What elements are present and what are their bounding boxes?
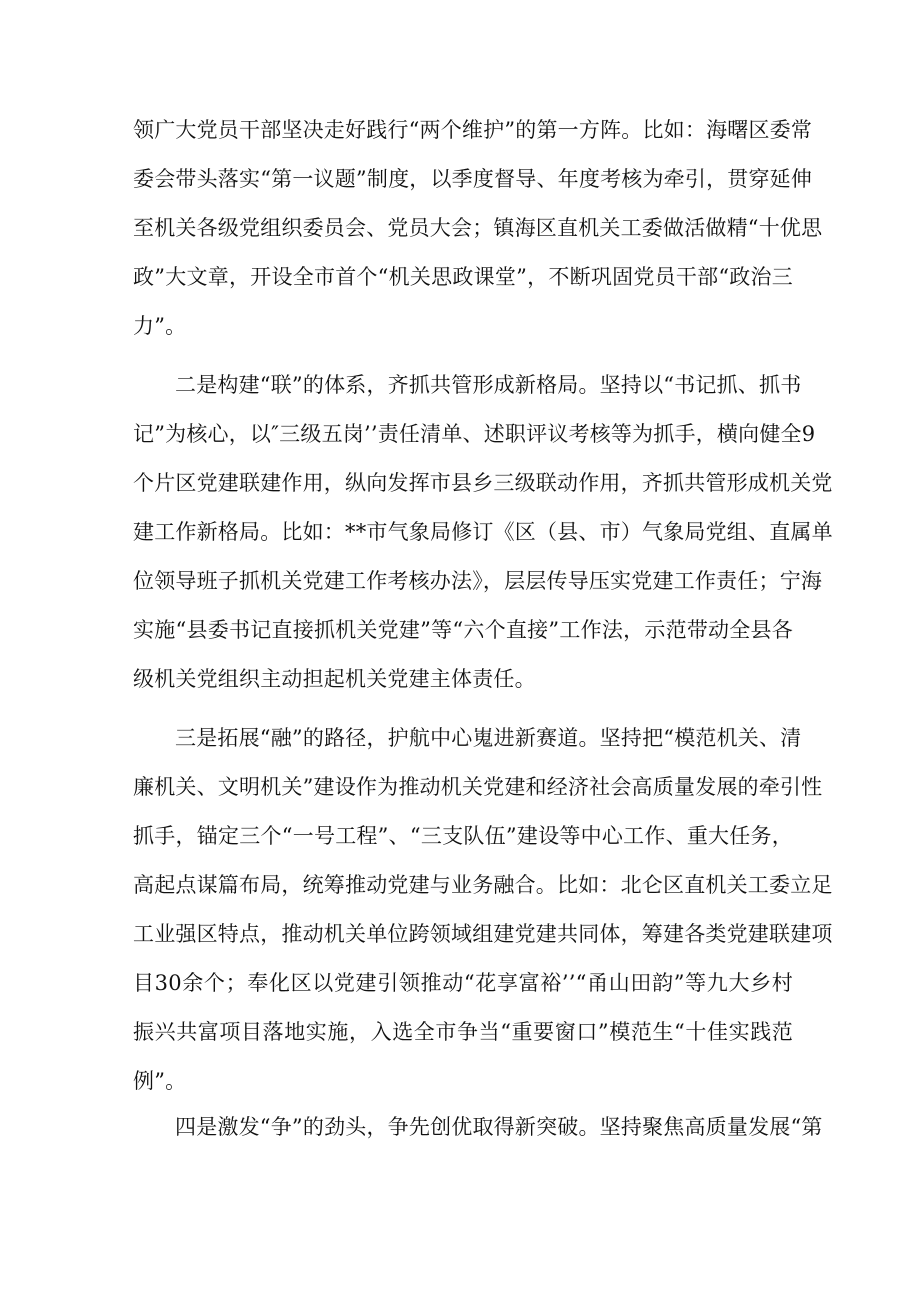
paragraph-line: 位领导班子抓机关党建工作考核办法》，层层传导压实党建工作责任；宁海 xyxy=(133,569,823,593)
paragraph-line: 二是构建“联”的体系，齐抓共管形成新格局。坚持以“书记抓、抓书 xyxy=(175,373,802,397)
paragraph-1 xyxy=(133,106,823,351)
paragraph-2 xyxy=(133,361,833,704)
paragraph-line: 高起点谋篇布局，统筹推动党建与业务融合。比如：北仑区直机关工委立足 xyxy=(133,873,833,897)
paragraph-line: 记”为核心，以″三级五岗’’责任清单、述职评议考核等为抓手，横向健全9 xyxy=(133,422,816,446)
paragraph-line: 级机关党组织主动担起机关党建主体责任。 xyxy=(133,667,536,691)
paragraph-4 xyxy=(133,1103,823,1152)
paragraph-line: 委会带头落实“第一议题”制度，以季度督导、年度考核为牵引，贯穿延伸 xyxy=(133,167,813,191)
paragraph-line: 力”。 xyxy=(133,314,187,338)
paragraph-line: 个片区党建联建作用，纵向发挥市县乡三级联动作用，齐抓共管形成机关党 xyxy=(133,471,833,495)
paragraph-line: 三是拓展“融”的路径，护航中心嵬进新赛道。坚持把“模范机关、清 xyxy=(175,726,802,750)
paragraph-line: 振兴共富项目落地实施，入选全市争当“重要窗口”模范生“十佳实践范 xyxy=(133,1020,793,1044)
paragraph-line: 例”。 xyxy=(133,1069,187,1093)
paragraph-line: 至机关各级党组织委员会、党员大会；镇海区直机关工委做活做精“十优思 xyxy=(133,216,823,240)
paragraph-line: 廉机关、文明机关”建设作为推动机关党建和经济社会高质量发展的牵引性 xyxy=(133,775,823,799)
paragraph-line: 建工作新格局。比如：**市气象局修订《区（县、市）气象局党组、直属单 xyxy=(133,520,833,544)
paragraph-line: 领广大党员干部坚决走好践行“两个维护”的第一方阵。比如：海曙区委常 xyxy=(133,118,813,142)
paragraph-line: 实施“县委书记直接抓机关党建”等“六个直接”工作法，示范带动全县各 xyxy=(133,618,793,642)
paragraph-3 xyxy=(133,714,833,1106)
paragraph-line: 四是激发“争”的劲头，争先创优取得新突破。坚持聚焦高质量发展“第 xyxy=(175,1115,823,1139)
paragraph-line: 目30余个；奉化区以党建引领推动“花享富裕’’“甬山田韵”等九大乡村 xyxy=(133,971,793,995)
paragraph-line: 抓手，锚定三个“一号工程”、“三支队伍”建设等中心工作、重大任务， xyxy=(133,824,793,848)
paragraph-line: 政”大文章，开设全市首个“机关思政课堂”，不断巩固党员干部“政治三 xyxy=(133,265,793,289)
paragraph-line: 工业强区特点，推动机关单位跨领域组建党建共同体，筹建各类党建联建项 xyxy=(133,922,833,946)
